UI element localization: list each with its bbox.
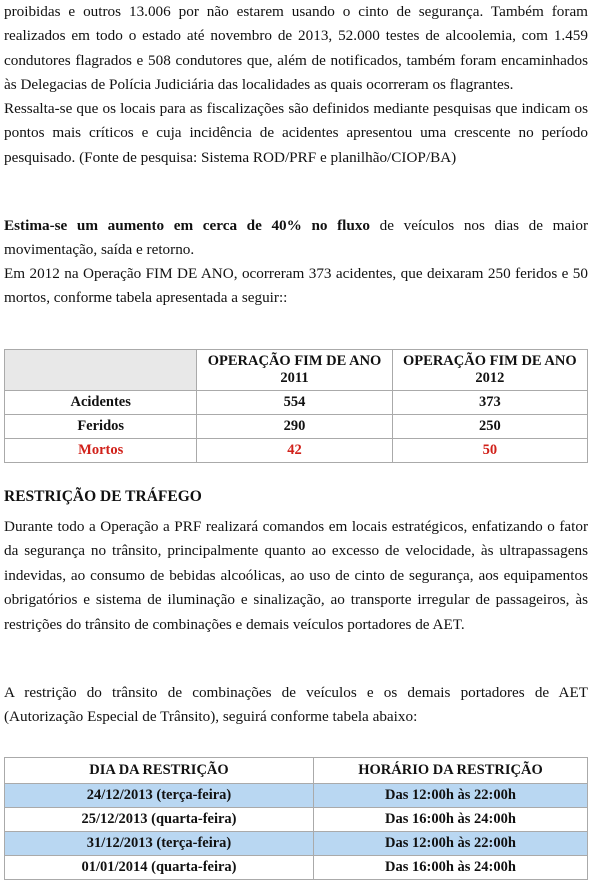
- header-2011: OPERAÇÃO FIM DE ANO 2011: [197, 350, 392, 391]
- value-2012: 373: [392, 391, 587, 415]
- traffic-flow-bold: Estima-se um aumento em cerca de 40% no fluxo: [4, 217, 371, 234]
- row-label: Mortos: [5, 439, 197, 463]
- header-time: HORÁRIO DA RESTRIÇÃO: [313, 758, 587, 784]
- restriction-day: 31/12/2013 (terça-feira): [5, 832, 314, 856]
- value-2011: 554: [197, 391, 392, 415]
- paragraph-enforcement-stats: proibidas e outros 13.006 por não estarem usando o cinto de segurança. Também foram realizados em todo o estado até novembro de 2013, 52.000 testes de alcoolemia, com 1.459 condutores flagrados e 508 condutores que, além de notificados, também foram encaminhados às Delegacias de Polícia Judiciária das localidades as quais ocorreram os flagrantes.: [4, 3, 588, 94]
- traffic-flow-rest: de veículos nos dias de maior movimentação, saída e retorno.: [4, 217, 588, 259]
- table-header-row: [5, 350, 588, 391]
- section-heading: RESTRIÇÃO DE TRÁFEGO: [4, 488, 202, 505]
- restriction-day: 25/12/2013 (quarta-feira): [5, 808, 314, 832]
- table-row: [5, 784, 588, 808]
- paragraph-traffic-flow: [4, 214, 588, 263]
- paragraph-operation-commands: Durante todo a Operação a PRF realizará comandos em locais estratégicos, enfatizando o fator da segurança no trânsito, principalmente quanto ao excesso de velocidade, às ultrapassagens indevidas, ao consumo de bebidas alcoólicas, ao uso de cinto de segurança, aos equipamentos obrigatórios e sistema de iluminação e sinalização, ao transporte irregular de passageiros, às restrições do trânsito de combinações e demais veículos portadores de AET.: [4, 518, 588, 633]
- paragraph-2012-summary: Em 2012 na Operação FIM DE ANO, ocorreram 373 acidentes, que deixaram 250 feridos e 50 mortos, conforme tabela apresentada a seguir::: [4, 265, 588, 307]
- table-header-row: [5, 758, 588, 784]
- value-2011: 290: [197, 415, 392, 439]
- row-label: Feridos: [5, 415, 197, 439]
- header-day: DIA DA RESTRIÇÃO: [5, 758, 314, 784]
- restriction-time: Das 16:00h às 24:00h: [313, 856, 587, 880]
- paragraph-restriction-intro: A restrição do trânsito de combinações de veículos e os demais portadores de AET (Autorização Especial de Trânsito), seguirá conforme tabela abaixo:: [4, 684, 588, 726]
- restriction-time: Das 12:00h às 22:00h: [313, 832, 587, 856]
- paragraph-inspection-locations: Ressalta-se que os locais para as fiscalizações são definidos mediante pesquisas que indicam os pontos mais críticos e cuja incidência de acidentes apresentou uma crescente no período pesquisado. (Fonte de pesquisa: Sistema ROD/PRF e planilhão/CIOP/BA): [4, 100, 588, 166]
- value-2012: 50: [392, 439, 587, 463]
- table-row: [5, 808, 588, 832]
- row-label: Acidentes: [5, 391, 197, 415]
- header-2012: OPERAÇÃO FIM DE ANO 2012: [392, 350, 587, 391]
- restriction-time: Das 12:00h às 22:00h: [313, 784, 587, 808]
- header-blank-cell: [5, 350, 197, 391]
- value-2011: 42: [197, 439, 392, 463]
- table-row-deaths: [5, 439, 588, 463]
- table-row: [5, 832, 588, 856]
- value-2012: 250: [392, 415, 587, 439]
- restriction-day: 24/12/2013 (terça-feira): [5, 784, 314, 808]
- restriction-day: 01/01/2014 (quarta-feira): [5, 856, 314, 880]
- table-row: [5, 415, 588, 439]
- table-row: [5, 391, 588, 415]
- restriction-schedule-table: [4, 757, 588, 880]
- restriction-time: Das 16:00h às 24:00h: [313, 808, 587, 832]
- table-row: [5, 856, 588, 880]
- accidents-comparison-table: [4, 349, 588, 463]
